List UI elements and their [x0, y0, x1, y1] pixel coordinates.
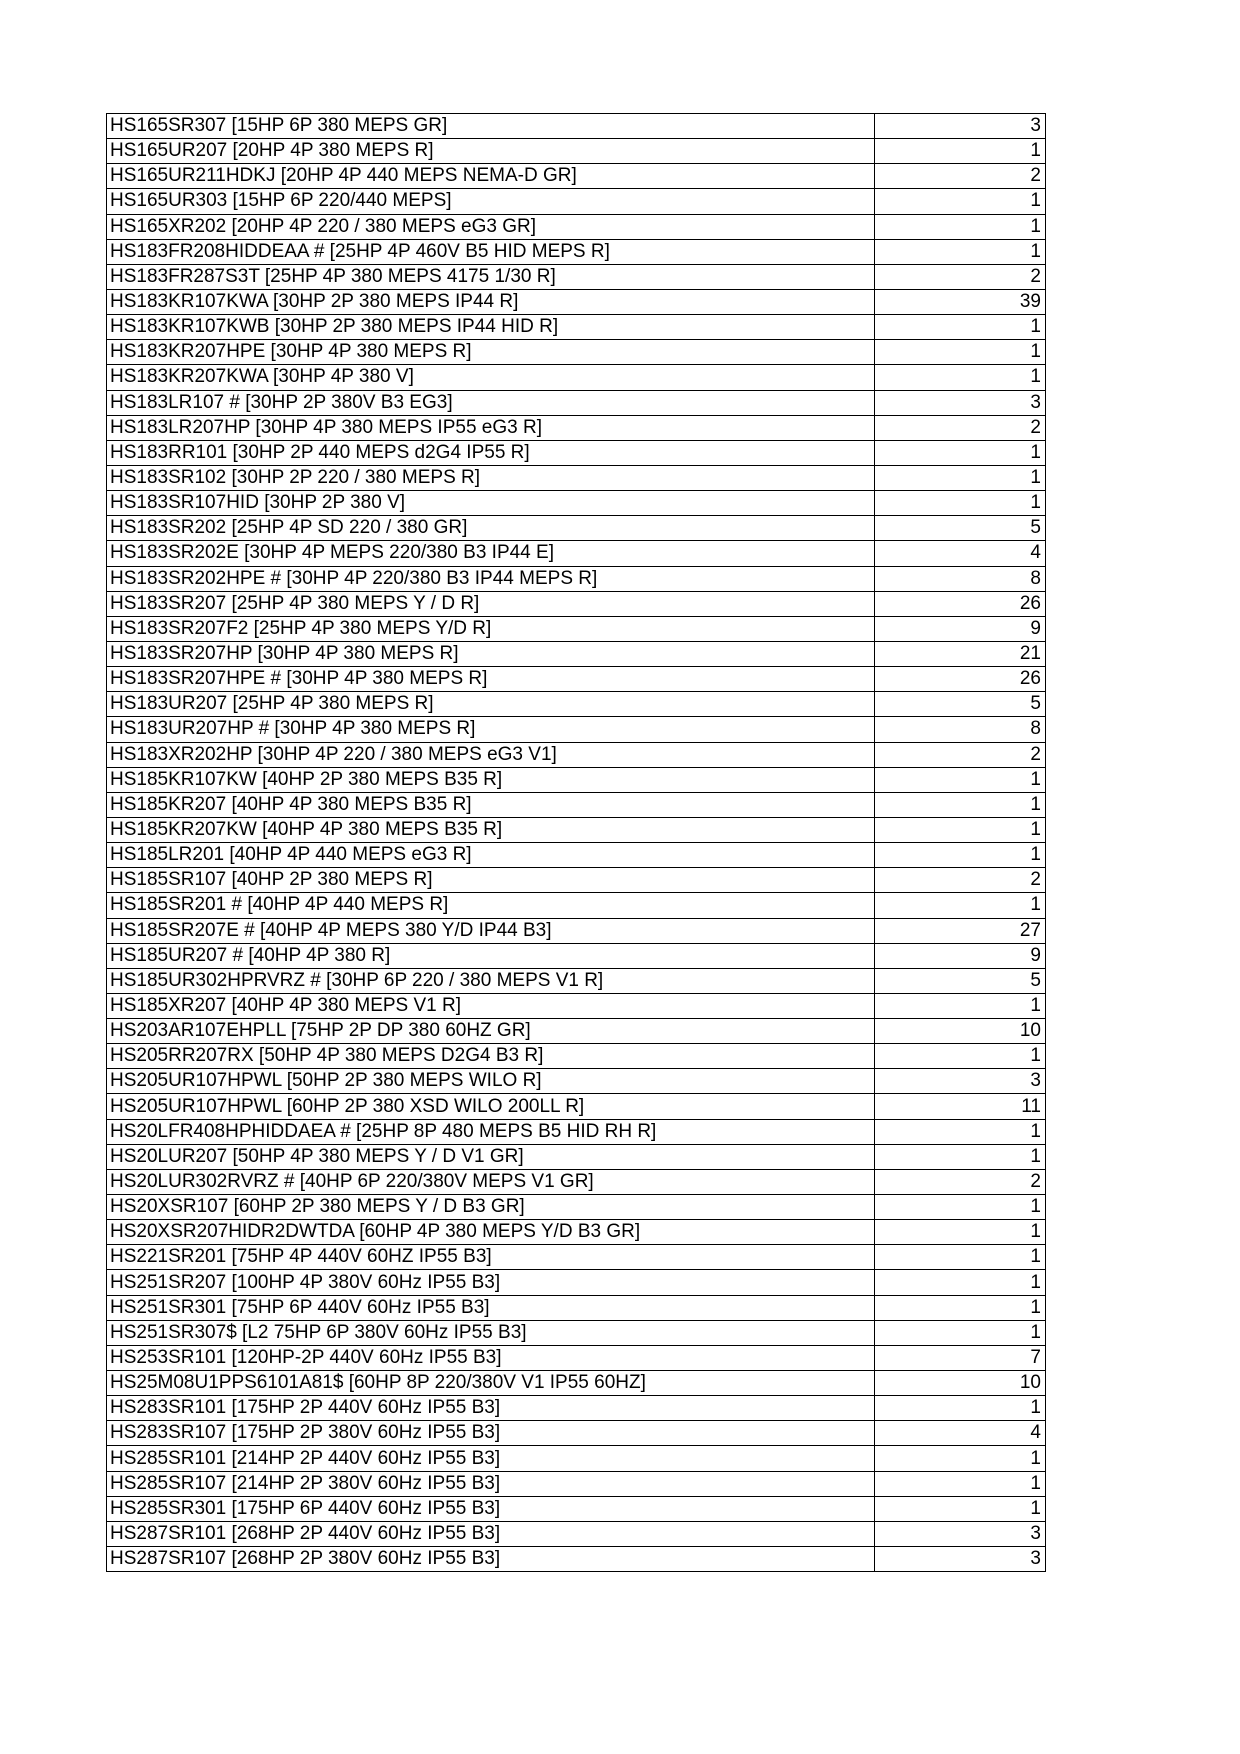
quantity-cell: 1	[875, 239, 1046, 264]
quantity-cell: 8	[875, 566, 1046, 591]
item-description-cell: HS205RR207RX [50HP 4P 380 MEPS D2G4 B3 R]	[107, 1044, 875, 1069]
table-row	[107, 1446, 1046, 1471]
quantity-cell: 1	[875, 214, 1046, 239]
table-row	[107, 1169, 1046, 1194]
item-description-cell: HS183KR107KWA [30HP 2P 380 MEPS IP44 R]	[107, 289, 875, 314]
item-description-cell: HS185LR201 [40HP 4P 440 MEPS eG3 R]	[107, 843, 875, 868]
quantity-cell: 2	[875, 868, 1046, 893]
table-row	[107, 1421, 1046, 1446]
table-row	[107, 1119, 1046, 1144]
table-row	[107, 792, 1046, 817]
table-row	[107, 1471, 1046, 1496]
table-row	[107, 440, 1046, 465]
item-description-cell: HS165XR202 [20HP 4P 220 / 380 MEPS eG3 GR]	[107, 214, 875, 239]
item-description-cell: HS183KR107KWB [30HP 2P 380 MEPS IP44 HID R]	[107, 315, 875, 340]
table-row	[107, 415, 1046, 440]
quantity-cell: 1	[875, 792, 1046, 817]
quantity-cell: 4	[875, 1421, 1046, 1446]
item-description-cell: HS283SR107 [175HP 2P 380V 60Hz IP55 B3]	[107, 1421, 875, 1446]
quantity-cell: 3	[875, 390, 1046, 415]
item-description-cell: HS183FR208HIDDEAA # [25HP 4P 460V B5 HID MEPS R]	[107, 239, 875, 264]
table-row	[107, 717, 1046, 742]
quantity-cell: 1	[875, 1144, 1046, 1169]
table-row	[107, 164, 1046, 189]
quantity-cell: 3	[875, 114, 1046, 139]
item-description-cell: HS183SR207HP [30HP 4P 380 MEPS R]	[107, 641, 875, 666]
table-row	[107, 1144, 1046, 1169]
quantity-cell: 9	[875, 616, 1046, 641]
table-row	[107, 893, 1046, 918]
item-description-cell: HS20LUR302RVRZ # [40HP 6P 220/380V MEPS V1 GR]	[107, 1169, 875, 1194]
item-description-cell: HS25M08U1PPS6101A81$ [60HP 8P 220/380V V1 IP55 60HZ]	[107, 1371, 875, 1396]
table-row	[107, 817, 1046, 842]
quantity-cell: 3	[875, 1547, 1046, 1572]
table-row	[107, 868, 1046, 893]
table-row	[107, 1521, 1046, 1546]
table-row	[107, 1295, 1046, 1320]
item-description-cell: HS287SR107 [268HP 2P 380V 60Hz IP55 B3]	[107, 1547, 875, 1572]
table-row	[107, 1270, 1046, 1295]
item-description-cell: HS183KR207HPE [30HP 4P 380 MEPS R]	[107, 340, 875, 365]
item-description-cell: HS183SR207HPE # [30HP 4P 380 MEPS R]	[107, 667, 875, 692]
item-description-cell: HS183SR207 [25HP 4P 380 MEPS Y / D R]	[107, 591, 875, 616]
quantity-cell: 10	[875, 1371, 1046, 1396]
item-description-cell: HS185UR207 # [40HP 4P 380 R]	[107, 943, 875, 968]
table-row	[107, 616, 1046, 641]
quantity-cell: 1	[875, 767, 1046, 792]
table-row	[107, 465, 1046, 490]
table-row	[107, 340, 1046, 365]
item-description-cell: HS185KR207 [40HP 4P 380 MEPS B35 R]	[107, 792, 875, 817]
quantity-cell: 1	[875, 440, 1046, 465]
item-description-cell: HS183RR101 [30HP 2P 440 MEPS d2G4 IP55 R]	[107, 440, 875, 465]
quantity-cell: 1	[875, 1195, 1046, 1220]
quantity-cell: 1	[875, 1270, 1046, 1295]
quantity-cell: 2	[875, 264, 1046, 289]
quantity-cell: 39	[875, 289, 1046, 314]
item-description-cell: HS185SR107 [40HP 2P 380 MEPS R]	[107, 868, 875, 893]
quantity-cell: 26	[875, 591, 1046, 616]
quantity-cell: 2	[875, 1169, 1046, 1194]
item-description-cell: HS287SR101 [268HP 2P 440V 60Hz IP55 B3]	[107, 1521, 875, 1546]
item-description-cell: HS283SR101 [175HP 2P 440V 60Hz IP55 B3]	[107, 1396, 875, 1421]
quantity-cell: 4	[875, 541, 1046, 566]
table-row	[107, 968, 1046, 993]
table-row	[107, 114, 1046, 139]
table-row	[107, 843, 1046, 868]
quantity-cell: 5	[875, 968, 1046, 993]
item-description-cell: HS183SR102 [30HP 2P 220 / 380 MEPS R]	[107, 465, 875, 490]
quantity-cell: 1	[875, 1471, 1046, 1496]
quantity-cell: 5	[875, 516, 1046, 541]
quantity-cell: 1	[875, 1119, 1046, 1144]
table-row	[107, 289, 1046, 314]
item-description-cell: HS183LR207HP [30HP 4P 380 MEPS IP55 eG3 R]	[107, 415, 875, 440]
quantity-cell: 2	[875, 164, 1046, 189]
item-description-cell: HS183FR287S3T [25HP 4P 380 MEPS 4175 1/30 R]	[107, 264, 875, 289]
item-description-cell: HS285SR301 [175HP 6P 440V 60Hz IP55 B3]	[107, 1496, 875, 1521]
table-row	[107, 1220, 1046, 1245]
item-description-cell: HS183XR202HP [30HP 4P 220 / 380 MEPS eG3 V1]	[107, 742, 875, 767]
quantity-cell: 1	[875, 365, 1046, 390]
table-row	[107, 139, 1046, 164]
quantity-cell: 1	[875, 1245, 1046, 1270]
item-description-cell: HS185KR107KW [40HP 2P 380 MEPS B35 R]	[107, 767, 875, 792]
table-row	[107, 767, 1046, 792]
table-row	[107, 1396, 1046, 1421]
item-description-cell: HS20XSR207HIDR2DWTDA [60HP 4P 380 MEPS Y/D B3 GR]	[107, 1220, 875, 1245]
item-description-cell: HS185SR201 # [40HP 4P 440 MEPS R]	[107, 893, 875, 918]
quantity-cell: 1	[875, 189, 1046, 214]
item-description-cell: HS183KR207KWA [30HP 4P 380 V]	[107, 365, 875, 390]
table-row	[107, 692, 1046, 717]
quantity-cell: 8	[875, 717, 1046, 742]
item-description-cell: HS20LUR207 [50HP 4P 380 MEPS Y / D V1 GR]	[107, 1144, 875, 1169]
item-description-cell: HS285SR107 [214HP 2P 380V 60Hz IP55 B3]	[107, 1471, 875, 1496]
table-row	[107, 239, 1046, 264]
table-row	[107, 315, 1046, 340]
item-description-cell: HS183SR202E [30HP 4P MEPS 220/380 B3 IP44 E]	[107, 541, 875, 566]
quantity-cell: 10	[875, 1019, 1046, 1044]
item-description-cell: HS183SR207F2 [25HP 4P 380 MEPS Y/D R]	[107, 616, 875, 641]
item-description-cell: HS183UR207HP # [30HP 4P 380 MEPS R]	[107, 717, 875, 742]
quantity-cell: 27	[875, 918, 1046, 943]
quantity-cell: 7	[875, 1345, 1046, 1370]
table-row	[107, 264, 1046, 289]
quantity-cell: 1	[875, 1446, 1046, 1471]
item-description-cell: HS183LR107 # [30HP 2P 380V B3 EG3]	[107, 390, 875, 415]
quantity-cell: 2	[875, 742, 1046, 767]
item-description-cell: HS205UR107HPWL [50HP 2P 380 MEPS WILO R]	[107, 1069, 875, 1094]
table-row	[107, 189, 1046, 214]
inventory-table	[106, 113, 1046, 1572]
table-row	[107, 943, 1046, 968]
table-row	[107, 1195, 1046, 1220]
table-row	[107, 641, 1046, 666]
table-row	[107, 516, 1046, 541]
item-description-cell: HS20LFR408HPHIDDAEA # [25HP 8P 480 MEPS B5 HID RH R]	[107, 1119, 875, 1144]
table-row	[107, 214, 1046, 239]
table-row	[107, 1044, 1046, 1069]
item-description-cell: HS253SR101 [120HP-2P 440V 60Hz IP55 B3]	[107, 1345, 875, 1370]
table-row	[107, 1496, 1046, 1521]
table-row	[107, 491, 1046, 516]
item-description-cell: HS165UR207 [20HP 4P 380 MEPS R]	[107, 139, 875, 164]
quantity-cell: 1	[875, 817, 1046, 842]
item-description-cell: HS205UR107HPWL [60HP 2P 380 XSD WILO 200LL R]	[107, 1094, 875, 1119]
quantity-cell: 1	[875, 1396, 1046, 1421]
quantity-cell: 1	[875, 1044, 1046, 1069]
table-row	[107, 993, 1046, 1018]
item-description-cell: HS251SR301 [75HP 6P 440V 60Hz IP55 B3]	[107, 1295, 875, 1320]
item-description-cell: HS185UR302HPRVRZ # [30HP 6P 220 / 380 MEPS V1 R]	[107, 968, 875, 993]
table-row	[107, 1069, 1046, 1094]
table-row	[107, 667, 1046, 692]
table-row	[107, 1371, 1046, 1396]
item-description-cell: HS251SR307$ [L2 75HP 6P 380V 60Hz IP55 B3]	[107, 1320, 875, 1345]
table-row	[107, 566, 1046, 591]
quantity-cell: 5	[875, 692, 1046, 717]
item-description-cell: HS185SR207E # [40HP 4P MEPS 380 Y/D IP44 B3]	[107, 918, 875, 943]
quantity-cell: 1	[875, 139, 1046, 164]
table-row	[107, 742, 1046, 767]
table-row	[107, 918, 1046, 943]
quantity-cell: 1	[875, 1496, 1046, 1521]
quantity-cell: 3	[875, 1521, 1046, 1546]
quantity-cell: 1	[875, 993, 1046, 1018]
item-description-cell: HS285SR101 [214HP 2P 440V 60Hz IP55 B3]	[107, 1446, 875, 1471]
table-row	[107, 1245, 1046, 1270]
quantity-cell: 1	[875, 893, 1046, 918]
table-row	[107, 1547, 1046, 1572]
quantity-cell: 1	[875, 843, 1046, 868]
table-row	[107, 365, 1046, 390]
inventory-table-body	[107, 114, 1046, 1572]
item-description-cell: HS221SR201 [75HP 4P 440V 60HZ IP55 B3]	[107, 1245, 875, 1270]
item-description-cell: HS165UR211HDKJ [20HP 4P 440 MEPS NEMA-D GR]	[107, 164, 875, 189]
item-description-cell: HS185XR207 [40HP 4P 380 MEPS V1 R]	[107, 993, 875, 1018]
table-row	[107, 390, 1046, 415]
quantity-cell: 1	[875, 491, 1046, 516]
item-description-cell: HS183SR202 [25HP 4P SD 220 / 380 GR]	[107, 516, 875, 541]
table-row	[107, 591, 1046, 616]
table-row	[107, 1320, 1046, 1345]
item-description-cell: HS183SR202HPE # [30HP 4P 220/380 B3 IP44 MEPS R]	[107, 566, 875, 591]
item-description-cell: HS251SR207 [100HP 4P 380V 60Hz IP55 B3]	[107, 1270, 875, 1295]
item-description-cell: HS183UR207 [25HP 4P 380 MEPS R]	[107, 692, 875, 717]
quantity-cell: 1	[875, 315, 1046, 340]
item-description-cell: HS165SR307 [15HP 6P 380 MEPS GR]	[107, 114, 875, 139]
table-row	[107, 1094, 1046, 1119]
quantity-cell: 21	[875, 641, 1046, 666]
quantity-cell: 1	[875, 465, 1046, 490]
quantity-cell: 11	[875, 1094, 1046, 1119]
item-description-cell: HS183SR107HID [30HP 2P 380 V]	[107, 491, 875, 516]
item-description-cell: HS185KR207KW [40HP 4P 380 MEPS B35 R]	[107, 817, 875, 842]
quantity-cell: 1	[875, 1220, 1046, 1245]
quantity-cell: 2	[875, 415, 1046, 440]
table-row	[107, 541, 1046, 566]
table-row	[107, 1019, 1046, 1044]
quantity-cell: 9	[875, 943, 1046, 968]
item-description-cell: HS165UR303 [15HP 6P 220/440 MEPS]	[107, 189, 875, 214]
quantity-cell: 1	[875, 1320, 1046, 1345]
quantity-cell: 3	[875, 1069, 1046, 1094]
item-description-cell: HS20XSR107 [60HP 2P 380 MEPS Y / D B3 GR]	[107, 1195, 875, 1220]
quantity-cell: 26	[875, 667, 1046, 692]
item-description-cell: HS203AR107EHPLL [75HP 2P DP 380 60HZ GR]	[107, 1019, 875, 1044]
table-row	[107, 1345, 1046, 1370]
quantity-cell: 1	[875, 1295, 1046, 1320]
quantity-cell: 1	[875, 340, 1046, 365]
